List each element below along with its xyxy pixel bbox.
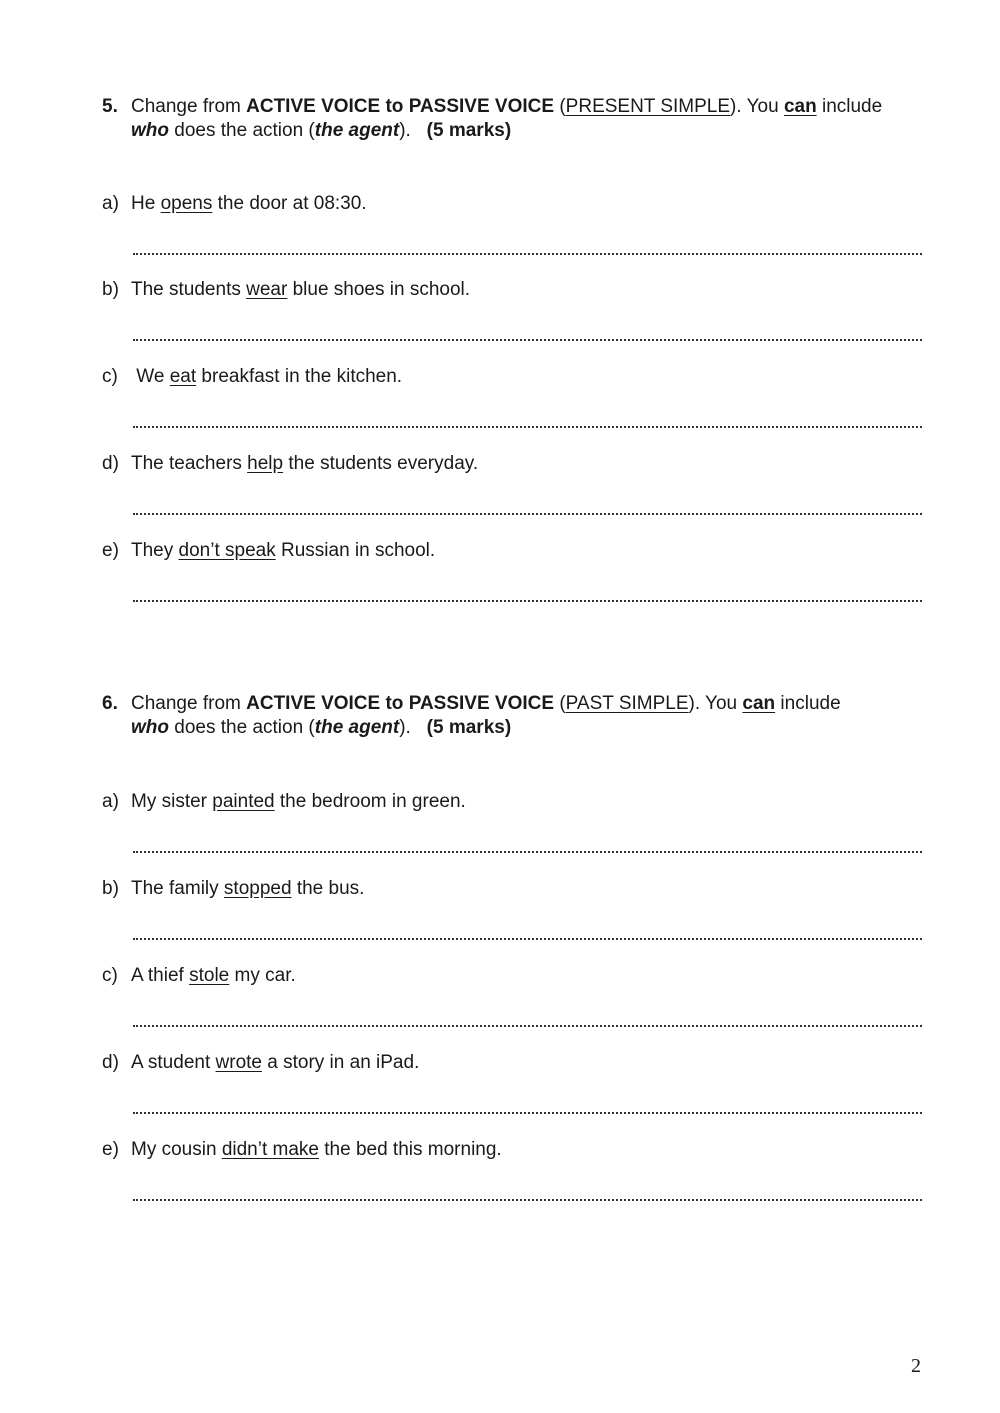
question-letter: e) [102, 540, 119, 561]
underlined-verb: opens [160, 193, 213, 214]
question-letter: a) [102, 791, 119, 812]
question-sentence: e) My cousin didn’t make the bed this morning. [102, 1139, 502, 1160]
underlined-verb: didn’t make [221, 1139, 319, 1160]
question-letter: d) [102, 453, 119, 474]
question-6d [102, 1051, 942, 1114]
answer-line-6d[interactable] [133, 1092, 922, 1114]
question-5c [102, 365, 942, 428]
answer-line-6a[interactable] [133, 831, 922, 853]
underlined-verb: painted [212, 791, 275, 812]
tense-label: PAST SIMPLE [565, 693, 689, 714]
question-6b [102, 877, 942, 940]
question-letter: b) [102, 878, 119, 899]
answer-line-5e[interactable] [133, 580, 922, 602]
question-letter: d) [102, 1052, 119, 1073]
question-sentence: c) A thief stole my car. [102, 965, 296, 986]
question-sentence: c) We eat breakfast in the kitchen. [102, 366, 403, 387]
question-6e [102, 1138, 942, 1201]
question-letter: c) [102, 366, 118, 387]
marks-label: (5 marks) [426, 120, 512, 141]
question-sentence: e) They don’t speak Russian in school. [102, 540, 436, 561]
question-sentence: a) My sister painted the bedroom in green. [102, 791, 466, 812]
underlined-verb: wear [246, 279, 288, 300]
question-sentence: d) The teachers help the students everyday. [102, 453, 479, 474]
question-5d [102, 452, 942, 515]
exercise-5-instructions: 5. Change from ACTIVE VOICE to PASSIVE VOICE (PRESENT SIMPLE). You can include who does the action (the agent). (5 marks) [102, 96, 883, 141]
answer-line-6c[interactable] [133, 1005, 922, 1027]
answer-line-5c[interactable] [133, 406, 922, 428]
underlined-verb: help [247, 453, 284, 474]
exercise-5 [102, 95, 942, 561]
underlined-verb: stole [189, 965, 230, 986]
answer-line-6e[interactable] [133, 1179, 922, 1201]
marks-label: (5 marks) [426, 717, 512, 738]
question-5a [102, 192, 942, 255]
exercise-6-instructions: 6. Change from ACTIVE VOICE to PASSIVE VOICE (PAST SIMPLE). You can include who does the action (the agent). (5 marks) [102, 693, 841, 738]
question-letter: b) [102, 279, 119, 300]
question-letter: a) [102, 193, 119, 214]
underlined-verb: wrote [215, 1052, 262, 1073]
exercise-number: 6. [102, 693, 118, 714]
underlined-verb: stopped [223, 878, 292, 899]
question-sentence: a) He opens the door at 08:30. [102, 193, 367, 214]
question-6c [102, 964, 942, 1027]
question-6a [102, 790, 942, 853]
question-letter: c) [102, 965, 118, 986]
answer-line-5a[interactable] [133, 233, 922, 255]
question-sentence: b) The students wear blue shoes in school. [102, 279, 471, 300]
exercise-6 [102, 692, 942, 1160]
question-sentence: d) A student wrote a story in an iPad. [102, 1052, 420, 1073]
underlined-verb: don’t speak [178, 540, 276, 561]
tense-label: PRESENT SIMPLE [565, 96, 731, 117]
question-letter: e) [102, 1139, 119, 1160]
question-sentence: b) The family stopped the bus. [102, 878, 365, 899]
answer-line-6b[interactable] [133, 918, 922, 940]
underlined-verb: eat [169, 366, 197, 387]
question-5b [102, 278, 942, 341]
answer-line-5d[interactable] [133, 493, 922, 515]
answer-line-5b[interactable] [133, 319, 922, 341]
exercise-number: 5. [102, 96, 118, 117]
page-number: 2 [911, 1355, 921, 1377]
question-5e [102, 539, 942, 602]
